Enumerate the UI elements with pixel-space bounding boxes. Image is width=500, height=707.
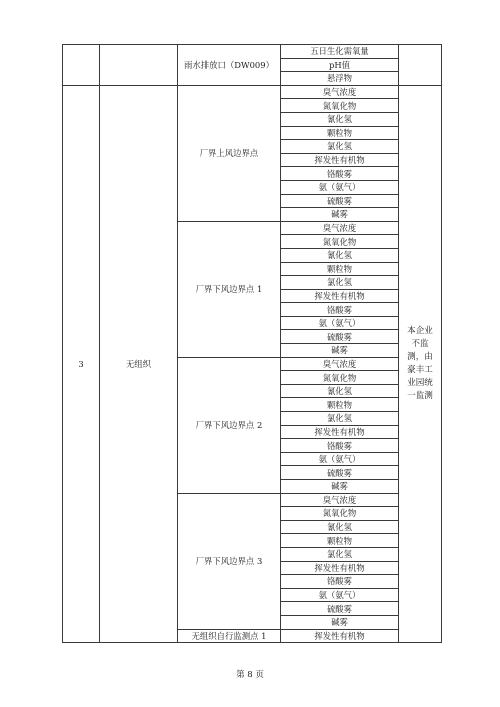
monitoring-item: 氰化氢 [281,248,399,262]
monitoring-item: 臭气浓度 [281,357,399,371]
monitoring-point-name: 无组织自行监测点 1 [178,629,281,643]
row-type-cell [100,45,178,86]
monitoring-item: 氨（氨气） [281,588,399,602]
monitoring-item: 硫酸雾 [281,194,399,208]
monitoring-item: 氮氧化物 [281,371,399,385]
monitoring-item: pH值 [281,58,399,72]
monitoring-point-name: 厂界下风边界点 2 [178,357,281,493]
monitoring-item: 挥发性有机物 [281,629,399,643]
monitoring-item: 氰化氢 [281,112,399,126]
note-cell [399,45,442,86]
monitoring-item: 颗粒物 [281,398,399,412]
monitoring-item: 氯化氢 [281,140,399,154]
table-row [63,85,442,99]
monitoring-item: 臭气浓度 [281,85,399,99]
monitoring-item: 氨（氨气） [281,316,399,330]
monitoring-item: 颗粒物 [281,262,399,276]
monitoring-item: 氮氧化物 [281,235,399,249]
monitoring-item: 碱雾 [281,208,399,222]
monitoring-item: 硫酸雾 [281,602,399,616]
monitoring-item: 氨（氨气） [281,180,399,194]
monitoring-point-name: 厂界上风边界点 [178,85,281,221]
monitoring-item: 颗粒物 [281,534,399,548]
monitoring-item: 氰化氢 [281,384,399,398]
monitoring-item: 硫酸雾 [281,466,399,480]
monitoring-table [62,44,442,643]
table-row [63,45,442,59]
monitoring-item: 铬酸雾 [281,575,399,589]
monitoring-item: 颗粒物 [281,126,399,140]
note-cell: 本企业不监测，由豪丰工业园统一监测 [399,85,442,642]
monitoring-item: 挥发性有机物 [281,561,399,575]
monitoring-item: 铬酸雾 [281,167,399,181]
monitoring-item: 挥发性有机物 [281,425,399,439]
monitoring-item: 臭气浓度 [281,493,399,507]
monitoring-item: 氮氧化物 [281,507,399,521]
monitoring-point-name: 厂界下风边界点 3 [178,493,281,629]
monitoring-item: 氮氧化物 [281,99,399,113]
monitoring-item: 氨（氨气） [281,452,399,466]
monitoring-item: 硫酸雾 [281,330,399,344]
monitoring-item: 挥发性有机物 [281,153,399,167]
monitoring-item: 氯化氢 [281,547,399,561]
monitoring-item: 氯化氢 [281,276,399,290]
monitoring-item: 悬浮物 [281,72,399,86]
monitoring-table-body [63,45,442,643]
monitoring-item: 铬酸雾 [281,303,399,317]
monitoring-item: 碱雾 [281,615,399,629]
monitoring-item: 碱雾 [281,344,399,358]
monitoring-item: 氯化氢 [281,412,399,426]
monitoring-item: 挥发性有机物 [281,289,399,303]
monitoring-point-name: 雨水排放口（DW009） [178,45,281,86]
row-type-cell: 无组织 [100,85,178,642]
monitoring-item: 铬酸雾 [281,439,399,453]
page-number: 第 8 页 [236,670,264,680]
monitoring-item: 五日生化需氧量 [281,45,399,59]
row-number-cell [63,45,100,86]
monitoring-item: 氰化氢 [281,520,399,534]
monitoring-item: 碱雾 [281,480,399,494]
monitoring-item: 臭气浓度 [281,221,399,235]
row-number-cell: 3 [63,85,100,642]
monitoring-point-name: 厂界下风边界点 1 [178,221,281,357]
